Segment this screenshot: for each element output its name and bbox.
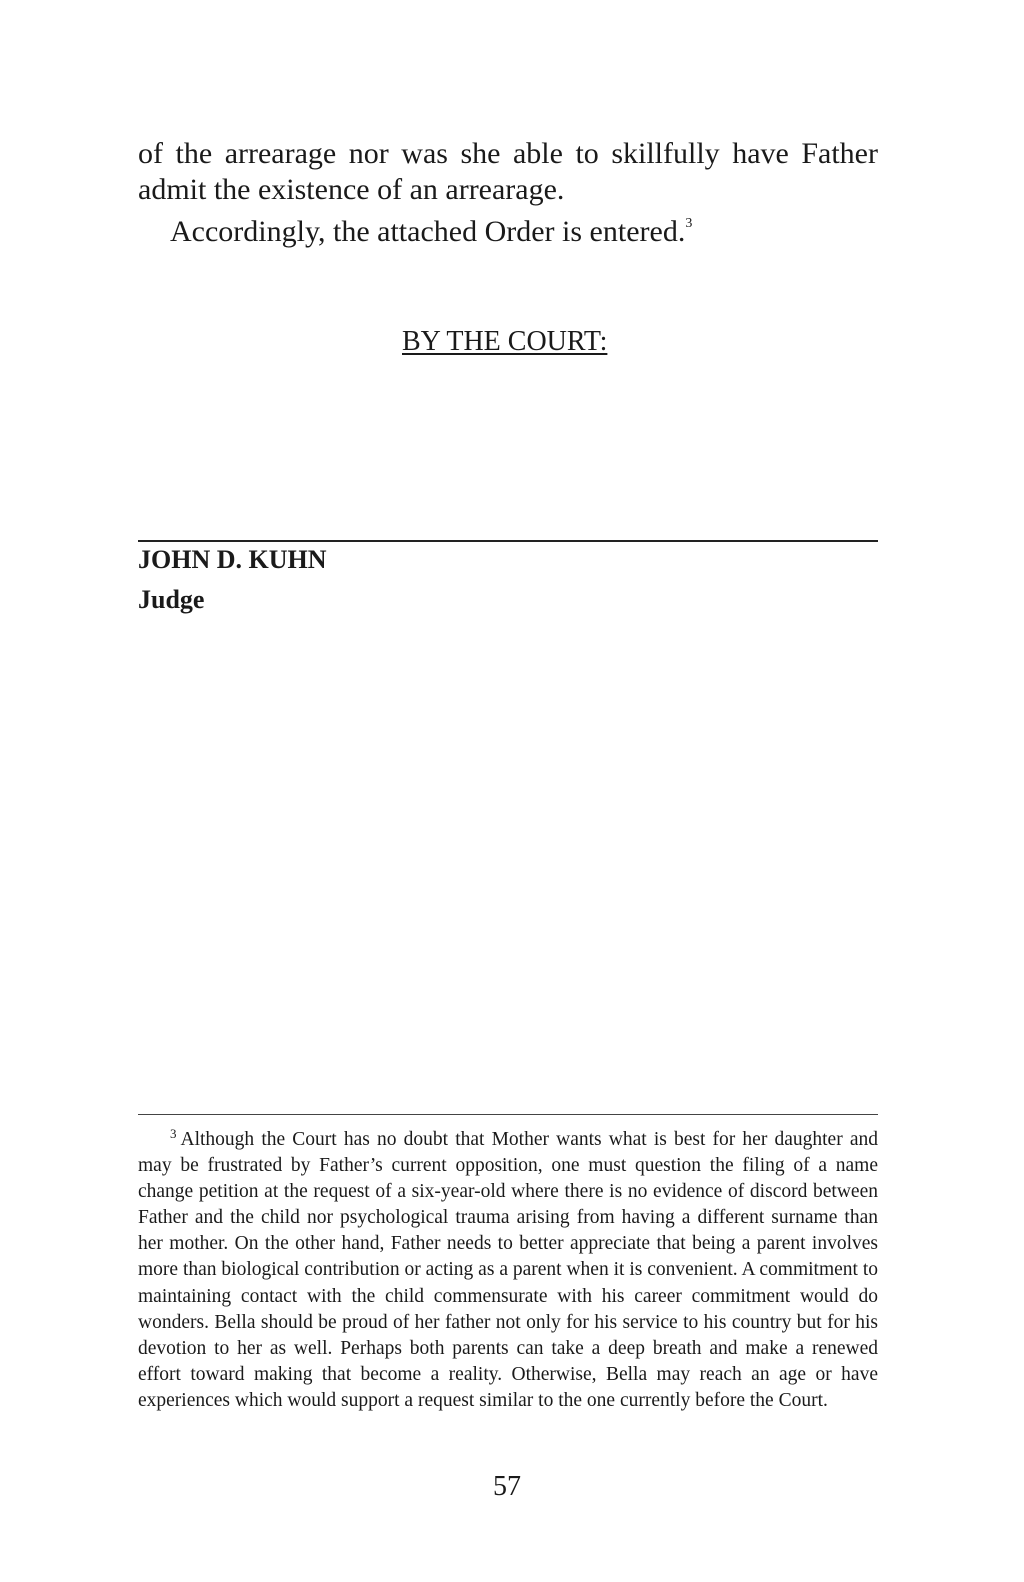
- opinion-paragraph: [138, 136, 878, 208]
- by-the-court-heading: BY THE COURT:: [402, 326, 608, 357]
- conclusion-text: Accordingly, the attached Order is entered.: [170, 215, 686, 248]
- footnote-number: 3: [170, 1126, 177, 1141]
- footnote-reference: 3: [685, 216, 693, 231]
- page-number: 57: [493, 1471, 521, 1502]
- footnote-text: Although the Court has no doubt that Mother wants what is best for her daughter and may be frustrated by Father’s current opposition, one must question the filing of a name change petition at the request of a six-year-old where there is no evidence of discord between Father and the child nor psychological trauma arising from having a different surname than her mother. On the other hand, Father needs to better appreciate that being a parent involves more than biological contribution or acting as a parent when it is convenient. A commitment to maintaining contact with the child commensurate with his career commitment would do wonders. Bella should be proud of her father not only for his service to his country but for his devotion to her as well. Perhaps both parents can take a deep breath and make a renewed effort toward making that become a reality. Otherwise, Bella may reach an age or have experiences which would support a request similar to the one currently before the Court.: [138, 1129, 878, 1411]
- judge-title: Judge: [138, 585, 205, 614]
- judge-name: JOHN D. KUHN: [138, 545, 327, 574]
- footnote-divider: [138, 1114, 878, 1115]
- conclusion-paragraph: [138, 214, 878, 250]
- paragraph-line: admit the existence of an arrearage.: [138, 173, 565, 206]
- signature-line: [138, 540, 878, 542]
- paragraph-line: of the arrearage nor was she able to skillfully have Father: [138, 137, 878, 170]
- footnote: [138, 1127, 878, 1414]
